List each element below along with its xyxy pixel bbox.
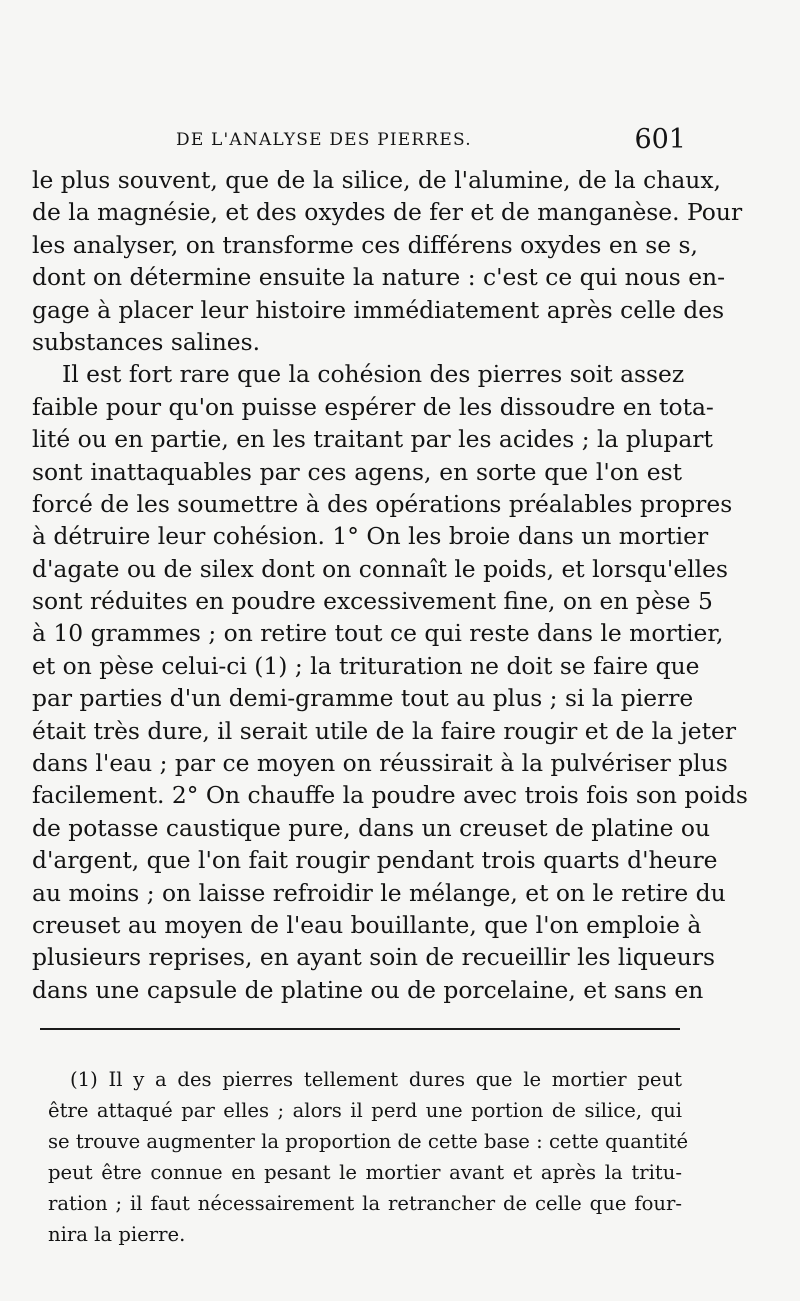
footnote-line: peut être connue en pesant le mortier avant et après la tritu- <box>48 1161 682 1184</box>
text-line: par parties d'un demi-gramme tout au plus ; si la pierre <box>32 684 694 713</box>
text-line: substances salines. <box>32 327 261 356</box>
footnote-rule <box>40 1028 680 1030</box>
text-line: les analyser, on transforme ces différens oxydes en se s, <box>32 230 698 259</box>
text-line: creuset au moyen de l'eau bouillante, que l'on emploie à <box>32 910 702 939</box>
text-line: d'agate ou de silex dont on connaît le poids, et lorsqu'elles <box>32 554 729 583</box>
text-line: et on pèse celui-ci (1) ; la trituration ne doit se faire que <box>32 651 700 680</box>
text-line: d'argent, que l'on fait rougir pendant trois quarts d'heure <box>32 846 718 875</box>
footnote-line: (1) Il y a des pierres tellement dures que le mortier peut <box>70 1068 682 1091</box>
text-line: facilement. 2° On chauffe la poudre avec trois fois son poids <box>32 781 748 810</box>
text-line: dont on détermine ensuite la nature : c'est ce qui nous en- <box>32 263 726 292</box>
text-line: sont réduites en poudre excessivement fine, on en pèse 5 <box>32 587 713 616</box>
text-line: à détruire leur cohésion. 1° On les broie dans un mortier <box>32 522 709 551</box>
text-line: était très dure, il serait utile de la faire rougir et de la jeter <box>32 716 737 745</box>
text-line: gage à placer leur histoire immédiatement après celle des <box>32 295 725 324</box>
page-number: 601 <box>634 124 686 155</box>
text-line: le plus souvent, que de la silice, de l'alumine, de la chaux, <box>32 166 721 194</box>
text-line: à 10 grammes ; on retire tout ce qui reste dans le mortier, <box>32 619 724 648</box>
body-text <box>32 164 748 1006</box>
footnote-line: nira la pierre. <box>48 1223 186 1246</box>
text-line: faible pour qu'on puisse espérer de les dissoudre en tota- <box>32 392 714 421</box>
text-line: de la magnésie, et des oxydes de fer et de manganèse. Pour <box>32 198 743 227</box>
footnote-line: être attaqué par elles ; alors il perd une portion de silice, qui <box>48 1099 682 1122</box>
text-line: dans l'eau ; par ce moyen on réussirait à la pulvériser plus <box>32 749 728 778</box>
text-line: plusieurs reprises, en ayant soin de recueillir les liqueurs <box>32 943 715 972</box>
text-line: Il est fort rare que la cohésion des pierres soit assez <box>62 360 685 389</box>
text-line: de potasse caustique pure, dans un creuset de platine ou <box>32 813 711 842</box>
text-line: sont inattaquables par ces agens, en sorte que l'on est <box>32 457 682 486</box>
text-line: lité ou en partie, en les traitant par les acides ; la plupart <box>32 425 713 454</box>
footnote <box>48 1064 689 1250</box>
text-line: dans une capsule de platine ou de porcelaine, et sans en <box>32 975 704 1004</box>
text-line: au moins ; on laisse refroidir le mélange, et on le retire du <box>32 878 726 907</box>
footnote-line: se trouve augmenter la proportion de cette base : cette quantité <box>48 1130 689 1153</box>
text-line: forcé de les soumettre à des opérations préalables propres <box>32 489 733 518</box>
running-head <box>176 124 686 160</box>
running-title: DE L'ANALYSE DES PIERRES. <box>176 130 472 150</box>
footnote-line: ration ; il faut nécessairement la retrancher de celle que four- <box>48 1192 682 1215</box>
